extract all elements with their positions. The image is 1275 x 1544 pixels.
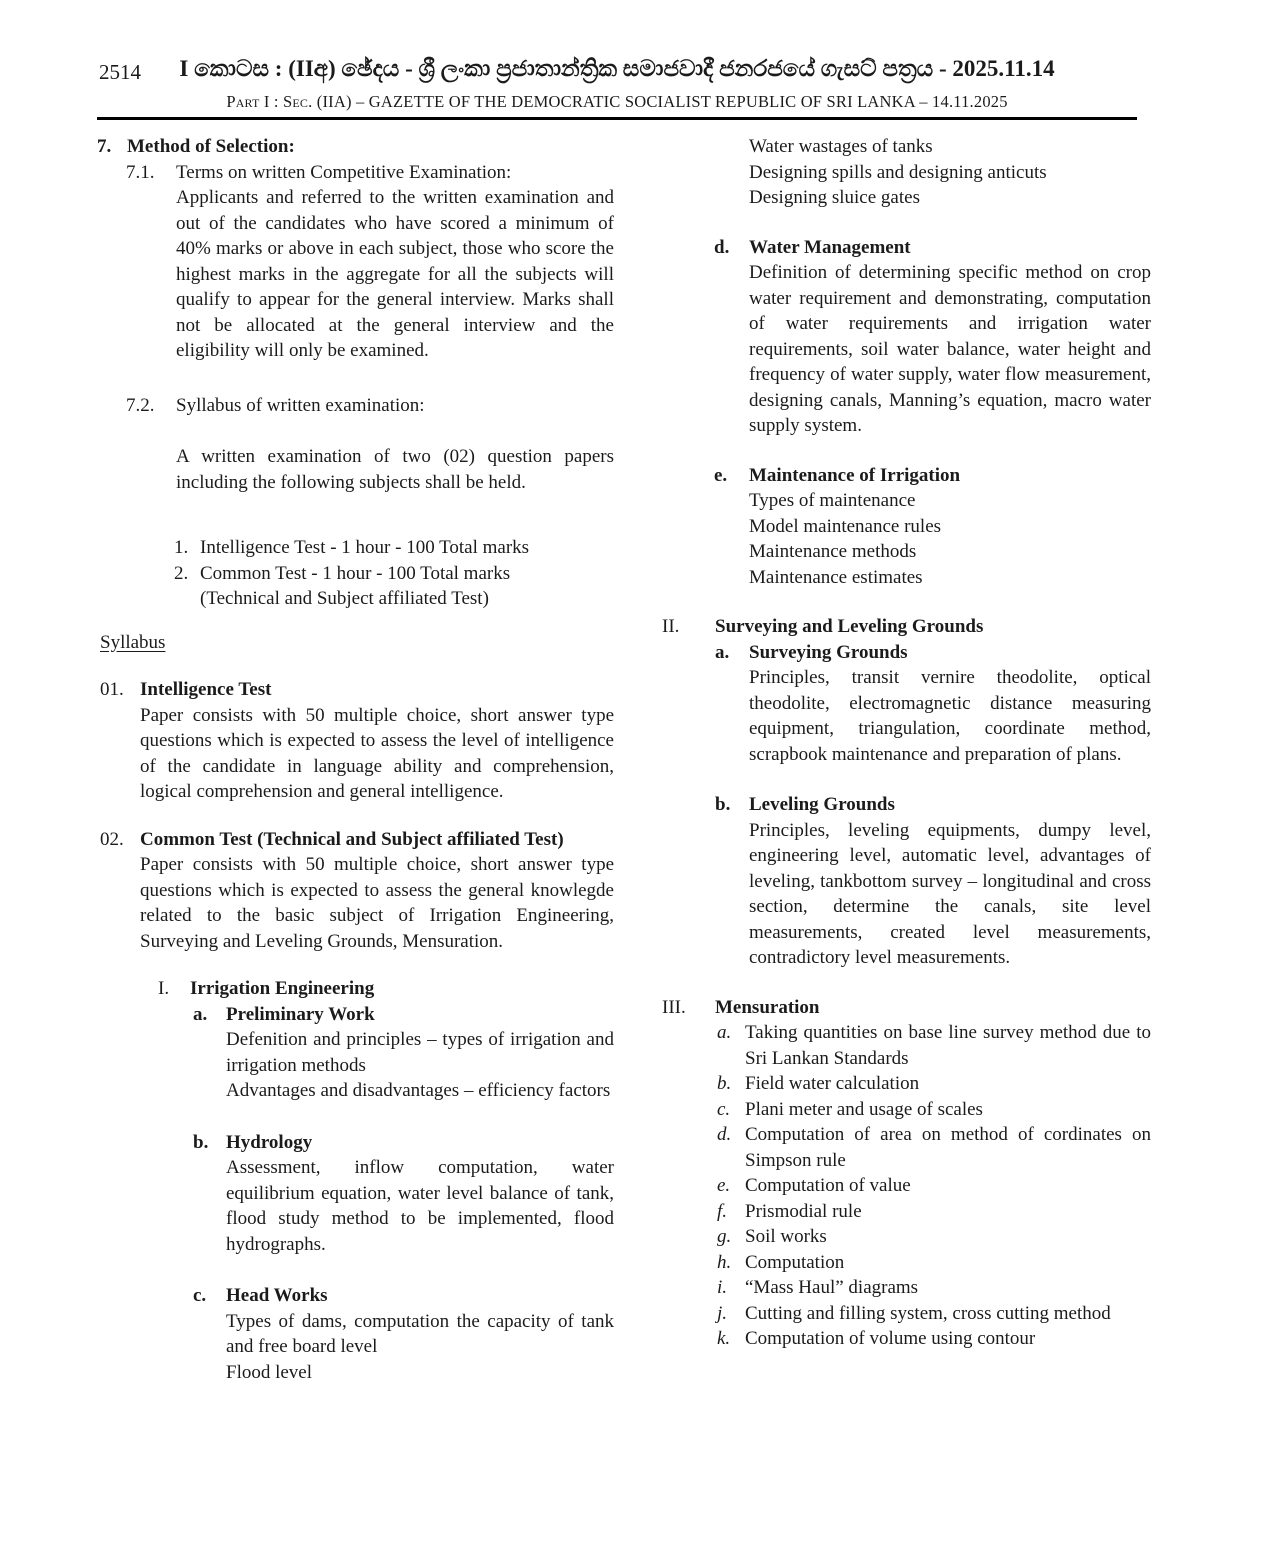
- subsection-e-line: Maintenance methods: [749, 541, 917, 562]
- mensuration-item-text: Cutting and filling system, cross cutting method: [745, 1302, 1111, 1324]
- clause-7-2: [126, 393, 614, 496]
- left-column: [97, 134, 614, 1385]
- leveling-grounds-body: Principles, leveling equipments, dumpy level, engineering level, automatic level, advantages of leveling, tankbottom survey – longitudinal and cross section, determine the canals, site level measurements, created level measurements, contradictory level measurements.: [749, 819, 1151, 968]
- topic-01-intelligence-test: [100, 677, 614, 805]
- subsection-c-letter: c.: [193, 1285, 207, 1306]
- subsection-a-content: [226, 1002, 614, 1104]
- mensuration-item-letter: h.: [717, 1251, 732, 1273]
- subsection-a-body-1: Defenition and principles – types of irrigation and irrigation methods: [226, 1029, 614, 1076]
- section-iii-numeral: III.: [662, 996, 686, 1018]
- test-list: [174, 535, 614, 612]
- head-works-line: Water wastages of tanks: [749, 136, 933, 157]
- subsection-b-hydrology: [190, 1130, 614, 1258]
- surveying-grounds-letter: a.: [715, 641, 730, 663]
- page-number: 2514: [99, 60, 141, 84]
- clause-7-1-title: Terms on written Competitive Examination:: [176, 161, 512, 183]
- mensuration-item-text: Computation of area on method of cordinates on Simpson rule: [745, 1124, 1151, 1171]
- mensuration-item: [715, 1071, 1151, 1097]
- subsection-d-title: Water Management: [749, 236, 911, 258]
- mensuration-item-letter: f.: [717, 1200, 728, 1222]
- subsection-e-maintenance: [714, 463, 1151, 591]
- mensuration-item-text: “Mass Haul” diagrams: [745, 1277, 919, 1298]
- mensuration-item-letter: i.: [717, 1277, 728, 1298]
- subsection-b-title: Hydrology: [226, 1131, 313, 1153]
- mensuration-item-text: Soil works: [745, 1226, 827, 1247]
- topic-01-number: 01.: [100, 679, 124, 700]
- surveying-grounds-body: Principles, transit vernire theodolite, optical theodolite, electromagnetic distance measuring equipment, triangulation, coordinate method, scrapbook maintenance and preparation of plans.: [749, 667, 1151, 765]
- topic-01-content: [140, 677, 614, 805]
- mensuration-item-text: Taking quantities on base line survey method due to Sri Lankan Standards: [745, 1022, 1151, 1069]
- subsection-e-line: Types of maintenance: [749, 490, 916, 511]
- section-iii-content: [715, 995, 1151, 1352]
- subsection-a-title: Preliminary Work: [226, 1003, 375, 1025]
- mensuration-item: [715, 1173, 1151, 1199]
- mensuration-item-text: Plani meter and usage of scales: [745, 1098, 983, 1120]
- mensuration-item: [715, 1275, 1151, 1301]
- test-2-content: [200, 561, 614, 612]
- subsection-d-water-management: [714, 235, 1151, 439]
- surveying-grounds-title: Surveying Grounds: [749, 641, 908, 663]
- topic-02-common-test: [100, 827, 614, 955]
- section-ii-surveying-leveling: [662, 614, 1151, 971]
- test-1-text: Intelligence Test - 1 hour - 100 Total marks: [200, 537, 530, 558]
- topic-02-body: Paper consists with 50 multiple choice, short answer type questions which is expected to assess the general knowlegde related to the basic subject of Irrigation Engineering, Surveying and Leveling Grounds, Mensuration.: [140, 854, 614, 952]
- gazette-title-english-prefix: Part I : Sec. (IIA): [226, 92, 352, 111]
- leveling-grounds-letter: b.: [715, 794, 731, 815]
- subsection-b-letter: b.: [193, 1131, 209, 1153]
- subsection-d-letter: d.: [714, 236, 730, 258]
- gazette-title-english: [97, 92, 1137, 112]
- head-works-continuation: [749, 134, 1151, 211]
- subsection-c-body-1: Types of dams, computation the capacity of tank and free board level: [226, 1310, 614, 1357]
- topic-02-number: 02.: [100, 828, 124, 850]
- mensuration-item: [715, 1020, 1151, 1071]
- topic-02-content: [140, 827, 614, 955]
- mensuration-item-letter: a.: [717, 1022, 732, 1043]
- section-ii-content: [715, 614, 1151, 971]
- section-7-number: 7.: [97, 136, 112, 157]
- mensuration-item-text: Computation: [745, 1251, 845, 1273]
- subsection-c-content: [226, 1283, 614, 1385]
- right-column: [662, 134, 1151, 1352]
- section-7-heading: [97, 134, 614, 160]
- mensuration-item: [715, 1301, 1151, 1327]
- section-ii-title: Surveying and Leveling Grounds: [715, 616, 984, 637]
- subsection-a-letter: a.: [193, 1003, 208, 1025]
- subsection-c-head-works: [190, 1283, 614, 1385]
- mensuration-item-text: Computation of volume using contour: [745, 1328, 1036, 1349]
- test-list-item: [174, 535, 614, 561]
- head-works-line: Designing spills and designing anticuts: [749, 161, 1047, 183]
- subsection-a-surveying-grounds: [715, 640, 1151, 768]
- test-list-item: [174, 561, 614, 612]
- mensuration-item-text: Field water calculation: [745, 1073, 920, 1094]
- clause-7-1-body: Applicants and referred to the written examination and out of the candidates who have scored a minimum of 40% marks or above in each subject, those who score the highest marks in the aggregate for all the subjects will qualify to appear for the general interview. Marks shall not be allocated at the general interview and the eligibility will only be examined.: [176, 187, 614, 361]
- clause-7-2-title: Syllabus of written examination:: [176, 394, 425, 416]
- section-i-title: Irrigation Engineering: [190, 978, 375, 999]
- subsection-e-title: Maintenance of Irrigation: [749, 464, 961, 486]
- topic-02-title: Common Test (Technical and Subject affiliated Test): [140, 828, 564, 850]
- subsection-a-body-2: Advantages and disadvantages – efficiency factors: [226, 1080, 611, 1101]
- clause-7-2-content: [176, 393, 614, 496]
- leveling-grounds-title: Leveling Grounds: [749, 794, 895, 815]
- header-divider: [97, 117, 1137, 120]
- surveying-grounds-content: [749, 640, 1151, 768]
- subsection-c-title: Head Works: [226, 1285, 328, 1306]
- topic-01-title: Intelligence Test: [140, 679, 272, 700]
- mensuration-item: [715, 1224, 1151, 1250]
- head-works-line: Designing sluice gates: [749, 187, 920, 208]
- mensuration-item: [715, 1199, 1151, 1225]
- section-ii-numeral: II.: [662, 616, 680, 637]
- gazette-title-sinhala: I කොටස : (IIඅ) ඡේදය - ශ්‍රී ලංකා ප්‍රජාතාන්ත්‍රික සමාජවාදී ජනරජයේ ගැසට් පත්‍රය - 2025.11.14: [179, 56, 1055, 81]
- section-7-title: Method of Selection:: [127, 136, 295, 157]
- mensuration-item-letter: j.: [717, 1302, 728, 1324]
- mensuration-item: [715, 1097, 1151, 1123]
- mensuration-item: [715, 1250, 1151, 1276]
- clause-7-1: [126, 160, 614, 364]
- subsection-e-line: Model maintenance rules: [749, 515, 942, 537]
- mensuration-item-letter: b.: [717, 1073, 732, 1094]
- header-titles: [97, 0, 1137, 112]
- subsection-e-letter: e.: [714, 464, 728, 486]
- leveling-grounds-content: [749, 792, 1151, 971]
- mensuration-item-text: Prismodial rule: [745, 1200, 862, 1222]
- mensuration-item: [715, 1122, 1151, 1173]
- subsection-a-preliminary-work: [190, 1002, 614, 1104]
- mensuration-item-letter: k.: [717, 1328, 731, 1349]
- subsection-b-leveling-grounds: [715, 792, 1151, 971]
- mensuration-item-letter: c.: [717, 1098, 731, 1120]
- section-i-numeral: I.: [158, 978, 170, 999]
- test-2-text: Common Test - 1 hour - 100 Total marks: [200, 562, 511, 584]
- subsection-d-body: Definition of determining specific method on crop water requirement and demonstrating, computation of water requirements and irrigation water requirements, soil water balance, water height and frequency of water supply, water flow measurement, designing canals, Manning’s equation, macro water supply system.: [749, 262, 1151, 436]
- subsection-e-line: Maintenance estimates: [749, 566, 923, 588]
- subsection-d-content: [749, 235, 1151, 439]
- section-i-irrigation-engineering: [158, 976, 614, 1385]
- section-iii-title: Mensuration: [715, 996, 820, 1018]
- subsection-b-body: Assessment, inflow computation, water equilibrium equation, water level balance of tank, flood study method to be implemented, flood hydrographs.: [226, 1157, 614, 1255]
- mensuration-item-letter: e.: [717, 1175, 731, 1196]
- clause-7-1-number: 7.1.: [126, 161, 155, 183]
- subsection-c-body-2: Flood level: [226, 1361, 313, 1383]
- subsection-b-content: [226, 1130, 614, 1258]
- test-2-number: 2.: [174, 562, 189, 584]
- test-2-note: (Technical and Subject affiliated Test): [200, 588, 489, 609]
- mensuration-item: [715, 1326, 1151, 1352]
- mensuration-item-text: Computation of value: [745, 1175, 911, 1196]
- section-iii-mensuration: [662, 995, 1151, 1352]
- test-1-number: 1.: [174, 537, 189, 558]
- mensuration-item-letter: d.: [717, 1124, 732, 1145]
- clause-7-2-body: A written examination of two (02) question papers including the following subjects shall be held.: [176, 446, 614, 493]
- topic-01-body: Paper consists with 50 multiple choice, short answer type questions which is expected to assess the level of intelligence of the candidate in language ability and comprehension, logical comprehension and general intelligence.: [140, 704, 614, 802]
- section-i-content: [190, 976, 614, 1385]
- clause-7-2-number: 7.2.: [126, 394, 155, 416]
- subsection-e-content: [749, 463, 1151, 591]
- syllabus-heading: Syllabus: [100, 631, 166, 653]
- gazette-title-english-rest: – GAZETTE OF THE DEMOCRATIC SOCIALIST REPUBLIC OF SRI LANKA – 14.11.2025: [351, 92, 1008, 111]
- mensuration-item-letter: g.: [717, 1226, 732, 1247]
- clause-7-1-content: [176, 160, 614, 364]
